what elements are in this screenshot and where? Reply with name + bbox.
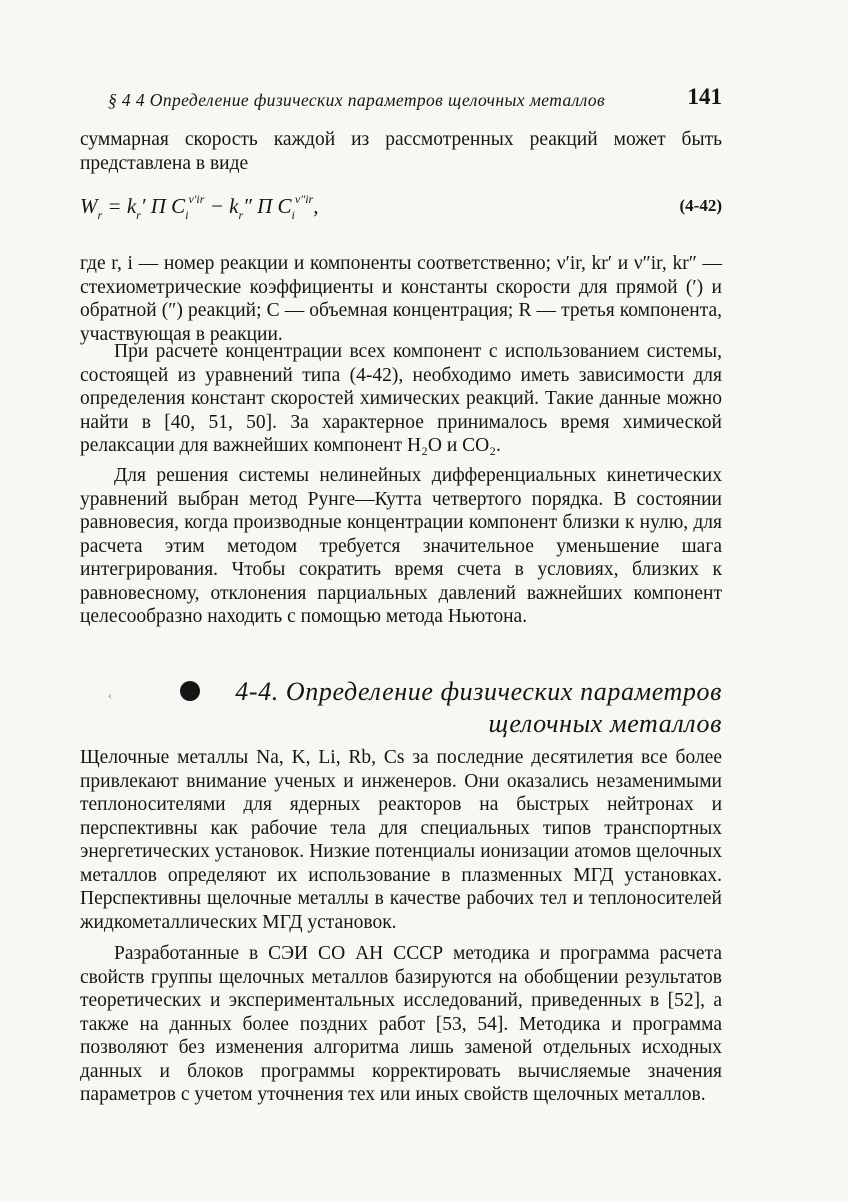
equation-number: (4-42) [679,196,722,215]
paragraph-text: где r, i — номер реакции и компоненты соответственно; ν′ir, kr′ и ν″ir, kr″ — стехиометрические коэффициенты и константы скорости для прямой (′) и обратной (″) реакций; C — объемная концентрация; R — третья компонента, участвующая в реакции. [80,253,722,345]
paragraph-runge-kutta [80,464,722,629]
paragraph-text: Разработанные в СЭИ СО АН СССР методика и программа расчета свойств группы щелочных металлов базируются на обобщении результатов теоретических и экспериментальных исследований, приведенных в [52], а также на данных более поздних работ [53, 54]. Методика и программа позволяют без изменения алгоритма лишь заменой отдельных исходных данных и блоков программы корректировать вычисляемые значения параметров с учетом уточнения тех или иных свойств щелочных металлов. [80,943,722,1105]
paragraph-text: Щелочные металлы Na, K, Li, Rb, Cs за последние десятилетия все более привлекают внимание ученых и инженеров. Они оказались незаменимыми теплоносителями для ядерных реакторов на быстрых нейтронах и перспективны как рабочие тела для специальных типов транспортных энергетических установок. Низкие потенциалы ионизации атомов щелочных металлов определяют их использование в плазменных МГД установках. Перспективны щелочные металлы в качестве рабочих тел и теплоносителей жидкометаллических МГД установок. [80,747,722,933]
running-head [108,84,722,112]
paragraph-text: При расчете концентрации всех компонент с использованием системы, состоящей из уравнений типа (4-42), необходимо иметь зависимости для определения констант скоростей химических реакций. Такие данные можно найти в [40, 51, 50]. За характерное принималось время химической релаксации для важнейших компонент H₂O и CO₂. [80,341,722,456]
paragraph-alkali-metals [80,746,722,934]
formula-expression: $W_r = k_r'$ Π $C_i^{\nu'ir} - k_r''$ Π $C_i^{\nu''ir}$, [80,192,319,222]
intro-text: суммарная скорость каждой из рассмотренных реакций может быть представлена в виде [80,129,722,174]
formula-4-42 [80,186,722,236]
section-title-line1: 4-4. Определение физических параметров [235,677,722,706]
intro-paragraph [80,128,722,175]
formula-lhs: W [80,194,98,218]
paragraph-text: Для решения системы нелинейных дифференциальных кинетических уравнений выбран метод Рунге—Кутта четвертого порядка. В состоянии равновесия, когда производные концентрации компонент близки к нулю, для расчета этим методом требуется значительное уменьшение шага интегрирования. Чтобы сократить время счета в условиях, близких к равновесному, отклонения парциальных давлений важнейших компонент целесообразно находить с помощью метода Ньютона. [80,465,722,627]
paragraph-concentration [80,340,722,458]
page-number: 141 [687,84,722,109]
running-title: § 4 4 Определение физических параметров щелочных металлов [108,90,606,110]
paragraph-definitions [80,252,722,346]
section-heading [180,672,722,742]
paragraph-methodology [80,942,722,1107]
section-title-line2: щелочных металлов [488,709,722,738]
margin-mark: ‹ [108,688,112,702]
